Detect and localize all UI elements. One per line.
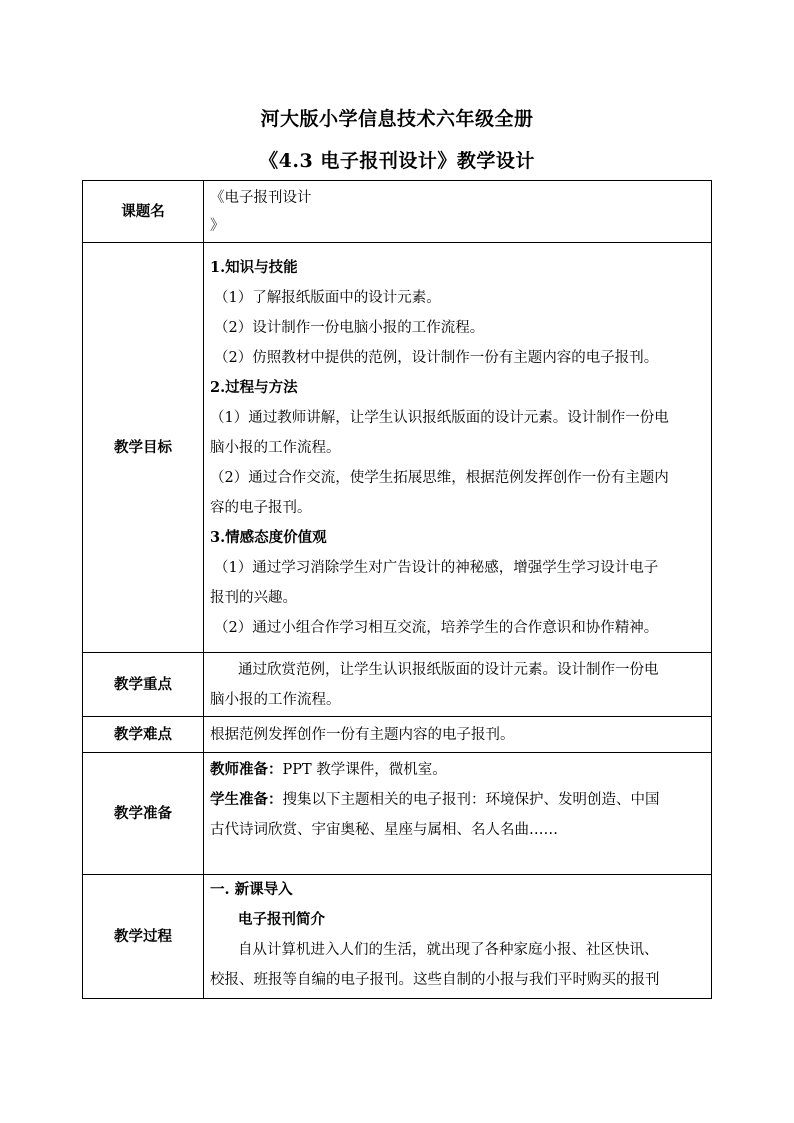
objectives-p2b: 容的电子报刊。 <box>210 499 312 516</box>
table-row-topic <box>83 181 712 243</box>
row-label-preparation: 教学准备 <box>83 753 204 875</box>
row-label-topic: 课题名 <box>83 181 204 243</box>
lesson-plan-table <box>82 180 712 999</box>
objectives-p1b: 脑小报的工作流程。 <box>210 439 341 456</box>
table-row-preparation <box>83 753 712 875</box>
teacher-preparation <box>210 755 705 785</box>
objectives-k3: （2）仿照教材中提供的范例，设计制作一份有主题内容的电子报刊。 <box>214 349 659 366</box>
objectives-e2: （2）通过小组合作学习相互交流，培养学生的合作意识和协作精神。 <box>214 619 659 636</box>
document-title: 河大版小学信息技术六年级全册 <box>260 108 534 130</box>
objectives-heading-1: 1.知识与技能 <box>210 258 298 276</box>
key-points-line-2: 脑小报的工作流程。 <box>210 691 341 708</box>
objectives-cell <box>204 243 712 653</box>
teacher-preparation-label: 教师准备： <box>210 761 283 778</box>
table-row-process <box>83 875 712 999</box>
document-subtitle: 《4.3 电子报刊设计》教学设计 <box>259 150 535 172</box>
process-para-b: 校报、班报等自编的电子报刊。这些自制的小报与我们平时购买的报刊 <box>210 972 660 988</box>
row-label-difficulties: 教学难点 <box>83 717 204 753</box>
student-preparation <box>210 785 705 815</box>
objectives-e1a: （1）通过学习消除学生对广告设计的神秘感，增强学生学习设计电子 <box>214 559 659 576</box>
student-preparation-text-a: 搜集以下主题相关的电子报刊：环境保护、发明创造、中国 <box>282 792 660 808</box>
topic-line-1: 《电子报刊设计 <box>210 189 312 206</box>
process-para-a: 自从计算机进入人们的生活，就出现了各种家庭小报、社区快讯、 <box>238 942 659 958</box>
process-cell <box>204 875 712 999</box>
topic-cell <box>204 181 712 243</box>
row-label-objectives: 教学目标 <box>83 243 204 653</box>
objectives-p2a: （2）通过合作交流，使学生拓展思维，根据范例发挥创作一份有主题内 <box>210 469 669 486</box>
objectives-heading-2: 2.过程与方法 <box>210 378 298 396</box>
process-subsection-heading: 电子报刊简介 <box>238 911 325 928</box>
objectives-k1: （1）了解报纸版面中的设计元素。 <box>214 289 441 306</box>
key-points-cell <box>204 653 712 717</box>
teacher-preparation-text: PPT 教学课件，微机室。 <box>282 762 447 778</box>
row-label-key-points: 教学重点 <box>83 653 204 717</box>
objectives-e1b: 报刊的兴趣。 <box>210 589 297 606</box>
objectives-k2: （2）设计制作一份电脑小报的工作流程。 <box>214 319 485 336</box>
objectives-p1a: （1）通过教师讲解，让学生认识报纸版面的设计元素。设计制作一份电 <box>210 409 669 426</box>
process-section-heading: 一. 新课导入 <box>210 881 293 898</box>
difficulties-cell: 根据范例发挥创作一份有主题内容的电子报刊。 <box>204 717 712 753</box>
table-row-objectives <box>83 243 712 653</box>
student-preparation-label: 学生准备： <box>210 791 283 808</box>
student-preparation-text-b: 古代诗词欣赏、宇宙奥秘、星座与属相、名人名曲…… <box>210 822 558 838</box>
topic-line-2: 》 <box>210 217 225 234</box>
objectives-heading-3: 3.情感态度价值观 <box>210 528 327 546</box>
row-label-process: 教学过程 <box>83 875 204 999</box>
table-row-key-points <box>83 653 712 717</box>
preparation-cell <box>204 753 712 875</box>
table-row-difficulties <box>83 717 712 753</box>
key-points-line-1: 通过欣赏范例，让学生认识报纸版面的设计元素。设计制作一份电 <box>238 661 659 678</box>
